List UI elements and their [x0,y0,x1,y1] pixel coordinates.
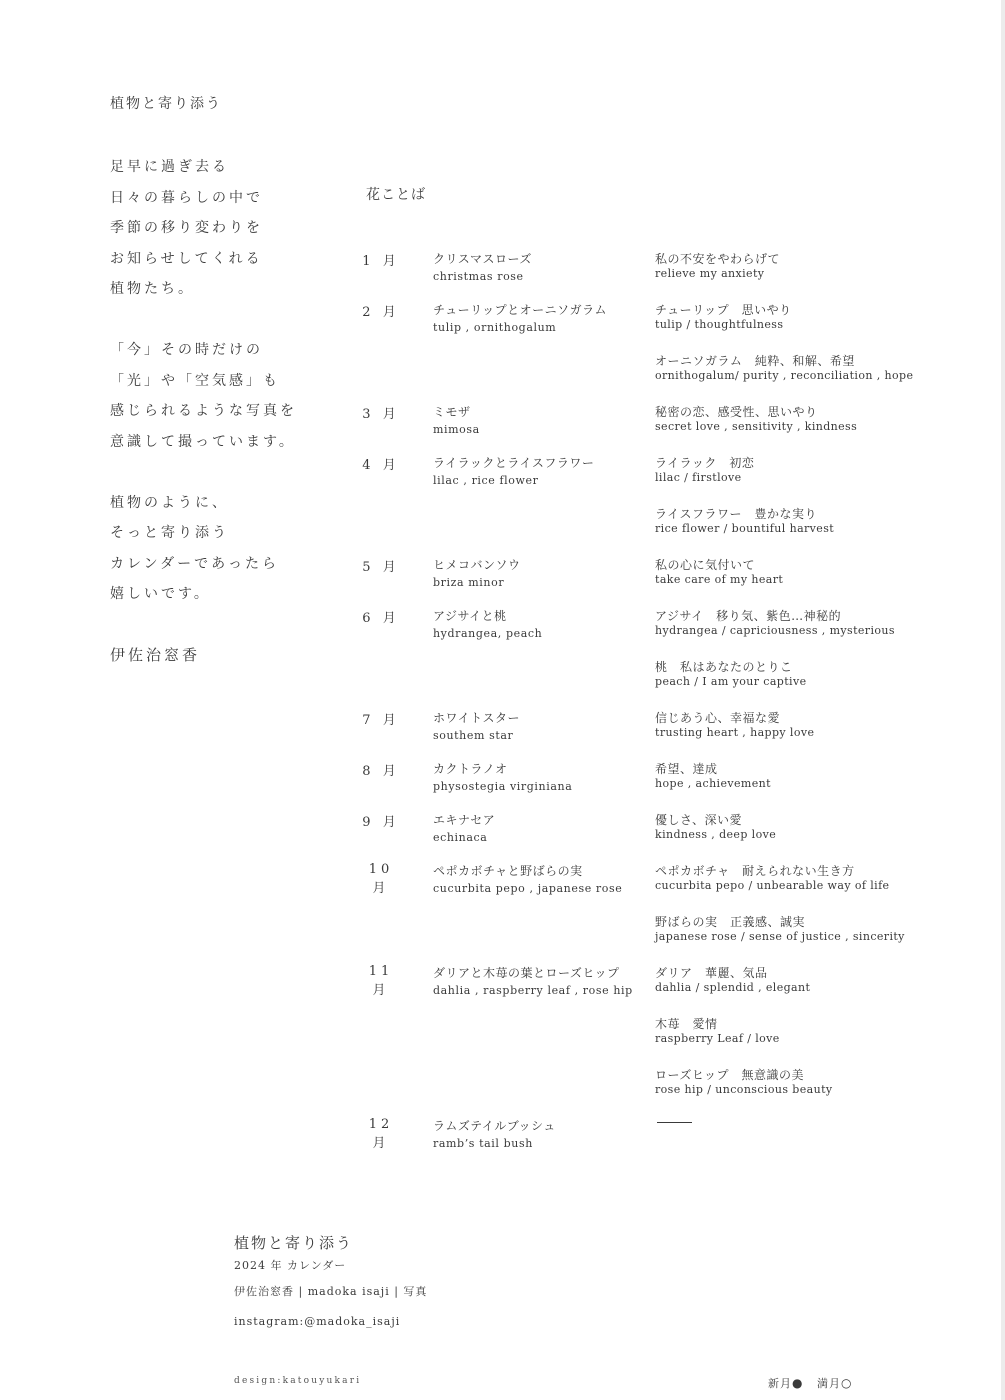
plant-name-en: hydrangea, peach [433,627,543,640]
month-label: 7 月 [362,713,400,728]
meaning-ja: 優しさ、深い愛 [655,813,743,827]
plant-name-en: physostegia virginiana [433,780,573,793]
month-label: 2 月 [362,305,400,320]
meaning-en: rice flower / bountiful harvest [655,522,835,535]
meaning-ja: ペポカボチャ 耐えられない生き方 [655,864,855,878]
footer-credit: 伊佐治窓香 | madoka isaji | 写真 [234,1285,428,1298]
hanakotoba-heading: 花ことば [366,187,426,203]
month-label: 6 月 [362,611,400,626]
meaning-en: cucurbita pepo / unbearable way of life [655,879,890,892]
meaning-ja: 私の不安をやわらげて [655,252,781,266]
meaning-en: trusting heart , happy love [655,726,815,739]
month-label: 5 月 [362,560,400,575]
footer-design-credit: design:katouyukari [234,1376,362,1386]
poem-line: 植物たち。 [110,281,195,297]
plant-name-ja: ラムズテイルブッシュ [433,1119,556,1133]
meaning-en: peach / I am your captive [655,675,807,688]
plant-name-ja: カクトラノオ [433,762,508,776]
month-label: 11 月 [368,964,394,998]
poem-line: 季節の移り変わりを [110,220,263,236]
page-edge [1001,0,1005,1400]
meaning-en: secret love , sensitivity , kindness [655,420,858,433]
poem-line: 植物のように、 [110,494,229,511]
plant-name-en: briza minor [433,576,505,589]
plant-name-en: echinaca [433,831,488,844]
plant-name-ja: ライラックとライスフラワー [433,456,595,470]
meaning-ja: 野ばらの実 正義感、誠実 [655,915,806,929]
meaning-ja: アジサイ 移り気、紫色…神秘的 [655,609,842,623]
month-label: 1 月 [362,254,400,269]
meaning-en: raspberry Leaf / love [655,1032,780,1045]
filled-circle-icon: ● [792,1376,804,1390]
plant-name-en: christmas rose [433,270,524,283]
meaning-en: tulip / thoughtfulness [655,318,784,331]
plant-name-ja: ミモザ [433,405,471,419]
plant-name-ja: アジサイと桃 [433,609,507,623]
plant-name-ja: チューリップとオーニソガラム [433,303,608,317]
month-label: 10 月 [368,862,394,896]
footer-title: 植物と寄り添う [234,1234,354,1252]
meaning-ja: 私の心に気付いて [655,558,756,572]
poem-line: カレンダーであったら [110,555,279,572]
poem-line: 日々の暮らしの中で [110,189,263,206]
plant-name-ja: クリスマスローズ [433,252,532,266]
month-label: 8 月 [362,764,400,779]
poem-line: 「光」や「空気感」も [110,372,280,389]
full-moon-label: 満月 [816,1377,841,1390]
plant-name-en: cucurbita pepo , japanese rose [433,882,623,895]
poem-line: 意識して撮っています。 [110,433,296,450]
meaning-ja: 木苺 愛情 [655,1017,718,1031]
author-name: 伊佐治窓香 [110,646,201,664]
poem-line: そっと寄り添う [110,525,229,541]
meaning-en: japanese rose / sense of justice , sincerity [655,930,905,943]
footer-year: 2024 年 カレンダー [234,1259,347,1272]
plant-name-en: ramb’s tail bush [433,1137,533,1150]
poem-stanza-gap [110,305,297,336]
moon-legend [768,1375,852,1391]
meaning-ja: 秘密の恋、感受性、思いやり [655,405,818,419]
plant-name-en: dahlia , raspberry leaf , rose hip [433,984,633,997]
poem [110,152,297,610]
poem-stanza-gap [110,457,297,488]
month-label: 12 月 [368,1117,394,1151]
intro-title: 植物と寄り添う [110,96,222,112]
footer-instagram: instagram:@madoka_isaji [234,1315,401,1328]
meaning-ja: 希望、達成 [655,762,718,776]
plant-name-ja: エキナセア [433,813,496,827]
month-label: 3 月 [362,407,400,422]
poem-line: 感じられるような写真を [110,403,297,419]
plant-name-en: mimosa [433,423,480,436]
meaning-ja: ライスフラワー 豊かな実り [655,507,818,521]
meaning-ja: ライラック 初恋 [655,456,755,470]
plant-name-ja: ペポカボチャと野ばらの実 [433,864,583,878]
month-label: 9 月 [362,815,400,830]
poem-line: 足早に過ぎ去る [110,159,229,175]
meaning-ja: 信じあう心、幸福な愛 [655,711,781,725]
poem-line: 嬉しいです。 [110,586,211,602]
new-moon-label: 新月 [768,1377,792,1390]
meaning-en: rose hip / unconscious beauty [655,1083,833,1096]
meaning-en: dahlia / splendid , elegant [655,981,811,994]
meaning-ja: ローズヒップ 無意識の美 [655,1068,805,1082]
meaning-en: kindness , deep love [655,828,777,841]
meaning-en: ornithogalum/ purity , reconciliation , hope [655,369,914,382]
plant-name-ja: ホワイトスター [433,711,521,725]
month-label: 4 月 [362,458,400,473]
meaning-ja: 桃 私はあなたのとりこ [655,660,793,674]
meaning-en: hydrangea / capriciousness , mysterious [655,624,895,637]
plant-name-en: southem star [433,729,514,742]
plant-name-en: tulip , ornithogalum [433,321,557,334]
december-meaning-dash [657,1122,692,1123]
meaning-en: hope , achievement [655,777,771,790]
poem-line: お知らせしてくれる [110,250,263,267]
meaning-ja: オーニソガラム 純粋、和解、希望 [655,354,855,368]
plant-name-en: lilac , rice flower [433,474,539,487]
plant-name-ja: ダリアと木苺の葉とローズヒップ [433,966,620,980]
open-circle-icon: ○ [840,1376,853,1390]
plant-name-ja: ヒメコバンソウ [433,558,521,572]
poem-line: 「今」その時だけの [110,342,263,358]
meaning-ja: ダリア 華麗、気品 [655,966,768,980]
meaning-en: take care of my heart [655,573,784,586]
meaning-en: lilac / firstlove [655,471,742,484]
meaning-ja: チューリップ 思いやり [655,303,792,317]
meaning-en: relieve my anxiety [655,267,765,280]
